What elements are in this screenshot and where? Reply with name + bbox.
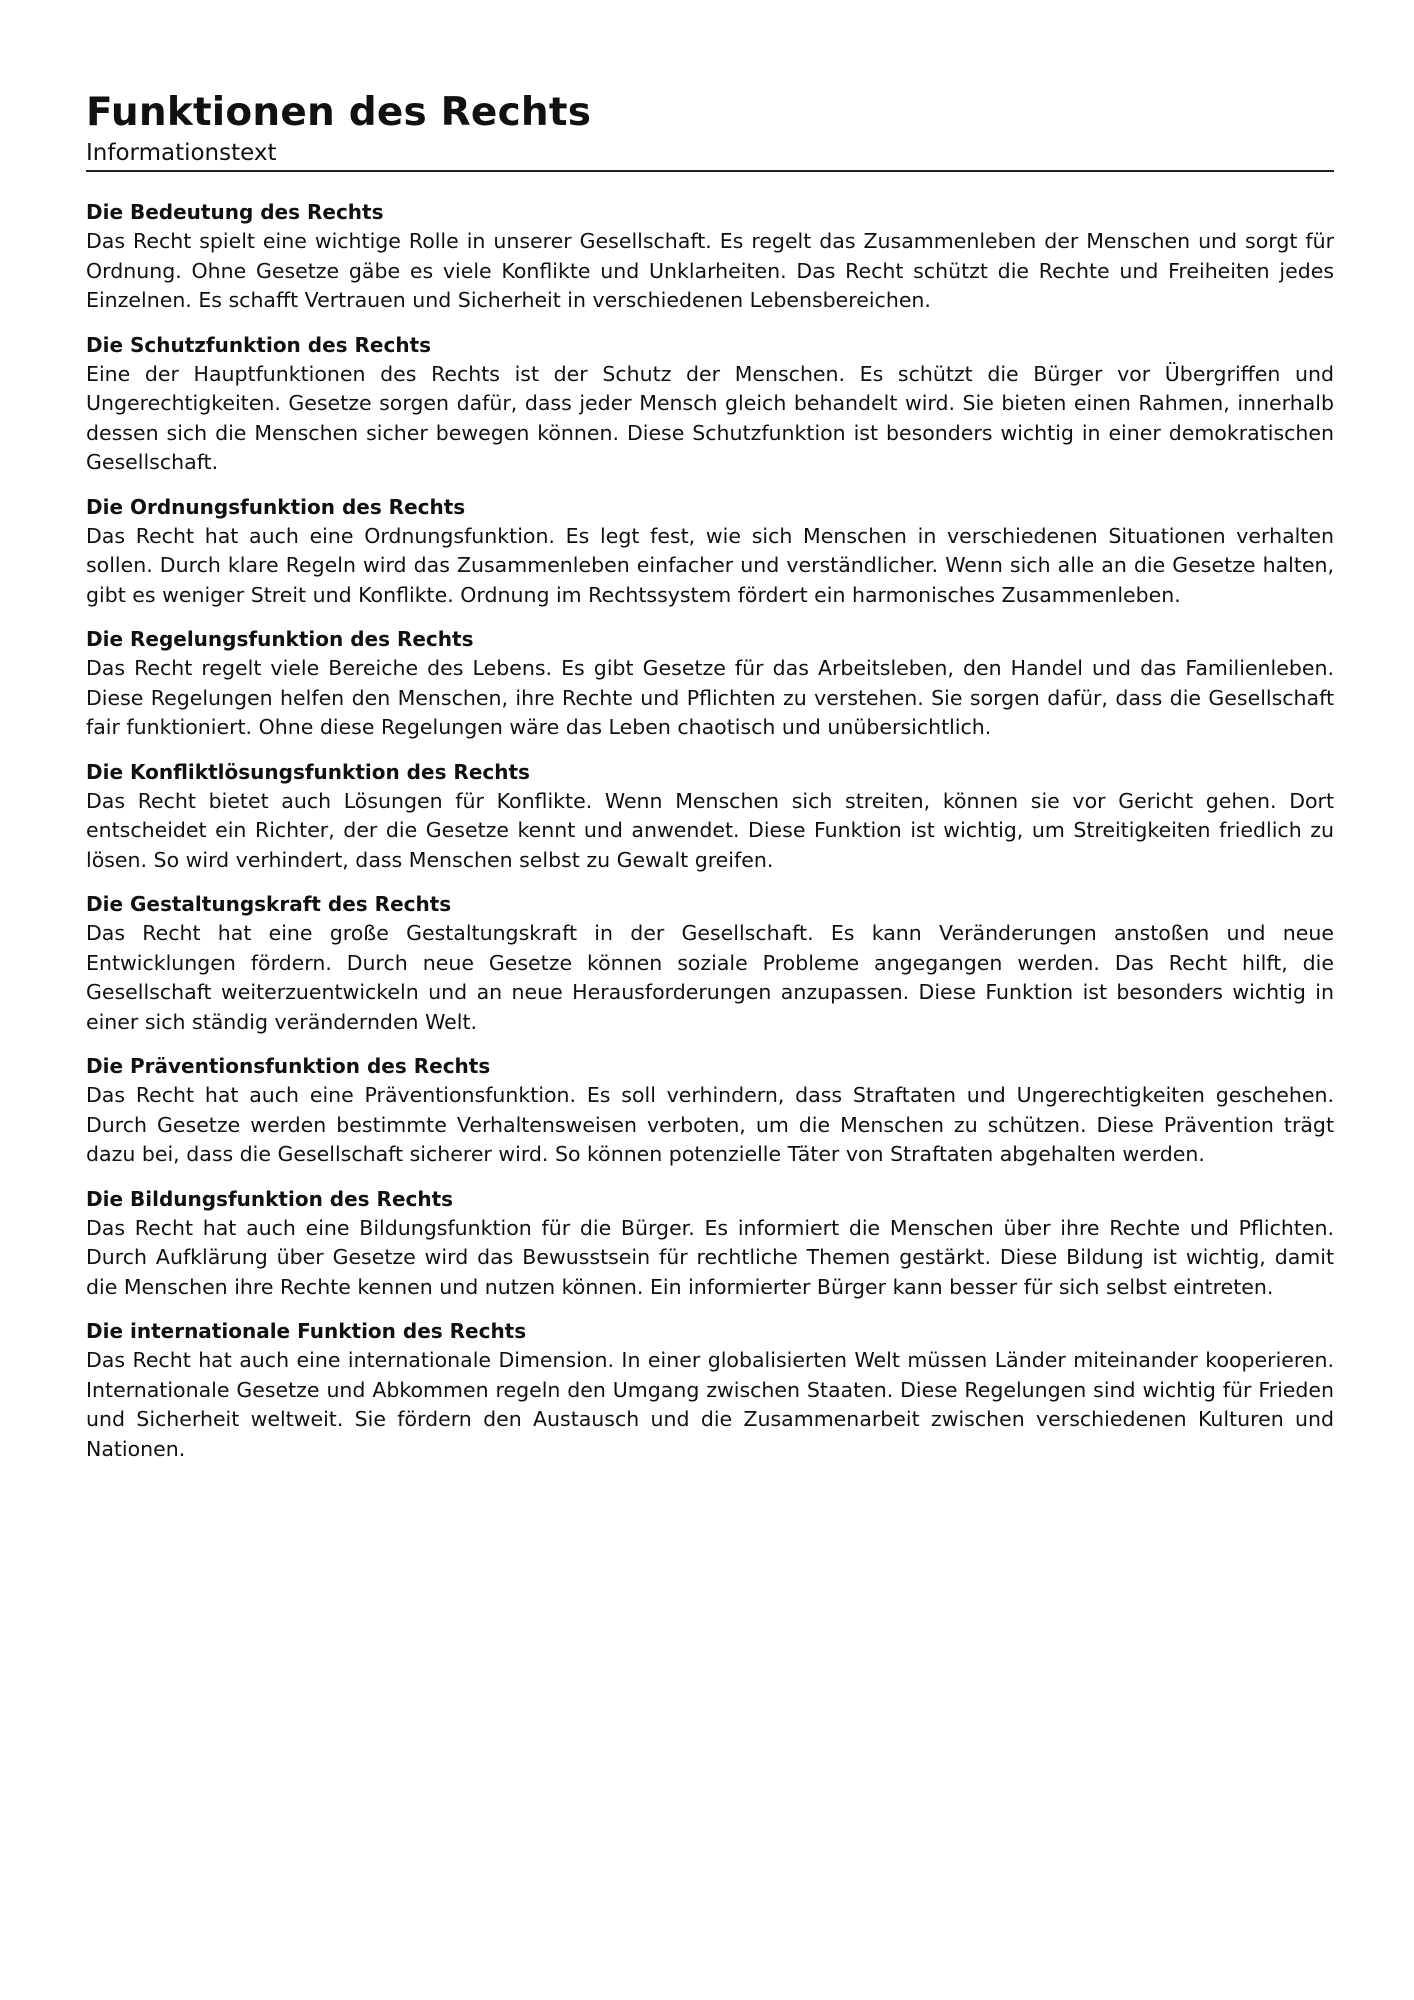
section-paragraph: Das Recht hat eine große Gestaltungskraft in der Gesellschaft. Es kann Veränderungen anstoßen und neue Entwicklungen fördern. Durch neue Gesetze können soziale Probleme angegangen werden. Das Recht hilft, die Gesellschaft weiterzuentwickeln und an neue Herausforderungen anzupassen. Diese Funktion ist besonders wichtig in einer sich ständig verändernden Welt. [86, 921, 1334, 1034]
document-page [86, 88, 1334, 1479]
section-heading: Die Ordnungsfunktion des Rechts [86, 494, 466, 519]
section-paragraph: Eine der Hauptfunktionen des Rechts ist der Schutz der Menschen. Es schützt die Bürger vor Übergriffen und Ungerechtigkeiten. Gesetze sorgen dafür, dass jeder Mensch gleich behandelt wird. Sie bieten einen Rahmen, innerhalb dessen sich die Menschen sicher bewegen können. Diese Schutzfunktion ist besonders wichtig in einer demokratischen Gesellschaft. [86, 361, 1334, 474]
section-paragraph: Das Recht hat auch eine Präventionsfunktion. Es soll verhindern, dass Straftaten und Ungerechtigkeiten geschehen. Durch Gesetze werden bestimmte Verhaltensweisen verboten, um die Menschen zu schützen. Diese Prävention trägt dazu bei, dass die Gesellschaft sicherer wird. So können potenzielle Täter von Straftaten abgehalten werden. [86, 1083, 1334, 1166]
section-paragraph: Das Recht regelt viele Bereiche des Lebens. Es gibt Gesetze für das Arbeitsleben, den Handel und das Familienleben. Diese Regelungen helfen den Menschen, ihre Rechte und Pflichten zu verstehen. Sie sorgen dafür, dass die Gesellschaft fair funktioniert. Ohne diese Regelungen wäre das Leben chaotisch und unübersichtlich. [86, 656, 1334, 739]
section-heading: Die Bildungsfunktion des Rechts [86, 1186, 454, 1211]
section-heading: Die Konfliktlösungsfunktion des Rechts [86, 759, 530, 784]
section-paragraph: Das Recht bietet auch Lösungen für Konflikte. Wenn Menschen sich streiten, können sie vor Gericht gehen. Dort entscheidet ein Richter, der die Gesetze kennt und anwendet. Diese Funktion ist wichtig, um Streitigkeiten friedlich zu lösen. So wird verhindert, dass Menschen selbst zu Gewalt greifen. [86, 788, 1334, 872]
section-paragraph: Das Recht spielt eine wichtige Rolle in unserer Gesellschaft. Es regelt das Zusammenleben der Menschen und sorgt für Ordnung. Ohne Gesetze gäbe es viele Konflikte und Unklarheiten. Das Recht schützt die Rechte und Freiheiten jedes Einzelnen. Es schafft Vertrauen und Sicherheit in verschiedenen Lebensbereichen. [86, 229, 1334, 312]
section-schutzfunktion [86, 331, 1334, 478]
section-heading: Die Präventionsfunktion des Rechts [86, 1054, 491, 1078]
page-subtitle: Informationstext [86, 140, 277, 166]
section-paragraph: Das Recht hat auch eine Ordnungsfunktion. Es legt fest, wie sich Menschen in verschiedenen Situationen verhalten sollen. Durch klare Regeln wird das Zusammenleben einfacher und verständlicher. Wenn sich alle an die Gesetze halten, gibt es weniger Streit und Konflikte. Ordnung im Rechtssystem fördert ein harmonisches Zusammenleben. [86, 523, 1334, 607]
section-heading: Die internationale Funktion des Rechts [86, 1319, 527, 1343]
section-gestaltungskraft [86, 890, 1334, 1037]
section-regelungsfunktion [86, 625, 1334, 743]
section-bildungsfunktion [86, 1185, 1334, 1303]
section-paragraph: Das Recht hat auch eine internationale Dimension. In einer globalisierten Welt müssen Länder miteinander kooperieren. Internationale Gesetze und Abkommen regeln den Umgang zwischen Staaten. Diese Regelungen sind wichtig für Frieden und Sicherheit weltweit. Sie fördern den Austausch und die Zusammenarbeit zwischen verschiedenen Kulturen und Nationen. [86, 1348, 1334, 1461]
page-title: Funktionen des Rechts [86, 90, 592, 135]
section-heading: Die Regelungsfunktion des Rechts [86, 627, 474, 651]
section-paragraph: Das Recht hat auch eine Bildungsfunktion für die Bürger. Es informiert die Menschen über ihre Rechte und Pflichten. Durch Aufklärung über Gesetze wird das Bewusstsein für rechtliche Themen gestärkt. Diese Bildung ist wichtig, damit die Menschen ihre Rechte kennen und nutzen können. Ein informierter Bürger kann besser für sich selbst eintreten. [86, 1215, 1334, 1299]
title-divider [86, 170, 1334, 172]
section-heading: Die Schutzfunktion des Rechts [86, 332, 432, 357]
section-ordnungsfunktion [86, 493, 1334, 611]
section-praeventionsfunktion [86, 1052, 1334, 1170]
section-internationale-funktion [86, 1317, 1334, 1464]
section-heading: Die Gestaltungskraft des Rechts [86, 892, 452, 916]
section-konfliktloesungsfunktion [86, 758, 1334, 876]
section-heading: Die Bedeutung des Rechts [86, 200, 384, 224]
section-bedeutung [86, 198, 1334, 316]
